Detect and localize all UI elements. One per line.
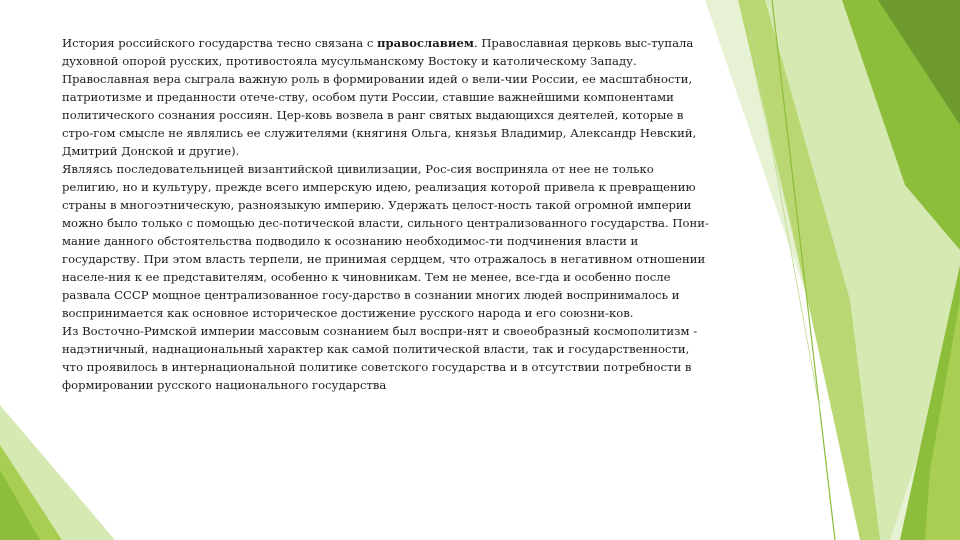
- paragraph-1-start: История российского государства тесно связана с: [62, 36, 378, 50]
- paragraph-3: Из Восточно-Римской империи массовым сознанием был воспри-нят и своеобразный космополитизм - надэтничный, наднациональный характер как самой политической власти, так и государственности, что проявилось в интернациональной политике советского государства и в отсутствии потребности в формировании русского национального государства: [62, 324, 698, 392]
- paragraph-1: [62, 34, 712, 160]
- body-text: [62, 34, 712, 394]
- paragraph-1-rest: . Православная церковь выс-тупала духовной опорой русских, противостояла мусульманскому Востоку и католическому Западу. Православная вера сыграла важную роль в формировании идей о вели-чии России, ее масштабности, патриотизме и преданности отече-ству, особом пути России, ставшие важнейшими компонентами политического сознания россиян. Цер-ковь возвела в ранг святых выдающихся деятелей, которые в стро-гом смысле не являлись ее служителями (княгиня Ольга, князья Владимир, Александр Невский, Дмитрий Донской и другие).: [62, 36, 697, 158]
- paragraph-1-emphasis: православием: [377, 36, 474, 50]
- paragraph-2: Являясь последовательницей византийской цивилизации, Рос-сия восприняла от нее не только религию, но и культуру, прежде всего имперскую идею, реализация которой привела к превращению страны в многоэтническую, разноязыкую империю. Удержать целост-ность такой огромной империи можно было только с помощью дес-потической власти, сильного централизованного государства. Пони-мание данного обстоятельства подводило к осознанию необходимос-ти подчинения власти и государству. При этом власть терпели, не принимая сердцем, что отражалось в негативном отношении населе-ния к ее представителям, особенно к чиновникам. Тем не менее, все-гда и особенно после развала СССР мощное централизованное госу-дарство в сознании многих людей воспринималось и воспринимается как основное историческое достижение русского народа и его союзни-ков.: [62, 162, 709, 320]
